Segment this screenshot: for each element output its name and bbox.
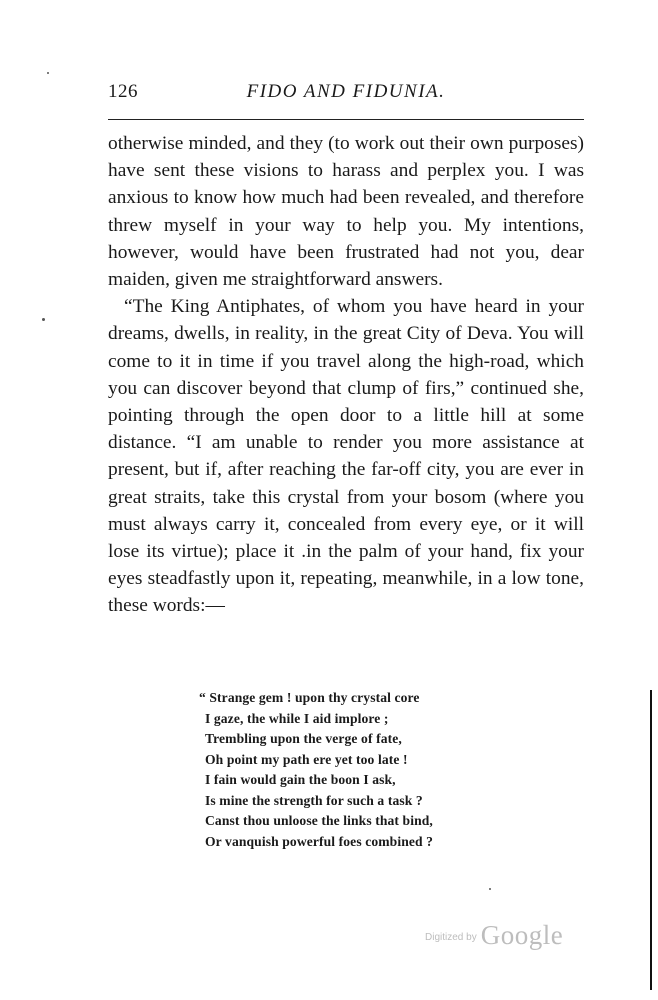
paragraph-dialogue: “The King Antiphates, of whom you have heard in your dreams, dwells, in reality, in the great City of Deva. You will come to it in time if you travel along the high-road, which you can discover beyond that clump of firs,” continued she, pointing through the open door to a little hill at some distance. “I am unable to render you more assistance at present, but if, after reaching the far-off city, you are ever in great straits, take this crystal from your bosom (where you must always carry it, concealed from every eye, or it will lose its virtue); place it .in the palm of your hand, fix your eyes steadfastly upon it, repeating, meanwhile, in a low tone, these words:— <box>108 296 584 617</box>
scan-speck <box>42 318 45 321</box>
verse-line: Is mine the strength for such a task ? <box>205 792 423 808</box>
scan-edge-shadow <box>650 690 652 990</box>
verse-line: Trembling upon the verge of fate, <box>205 731 402 746</box>
running-title: FIDO AND FIDUNIA. <box>246 81 446 102</box>
header-rule <box>108 119 584 120</box>
verse-line: “ Strange gem ! upon thy crystal core <box>199 690 420 705</box>
verse-line: Or vanquish powerful foes combined ? <box>205 833 434 849</box>
page-number: 126 <box>108 81 138 102</box>
verse-block <box>199 688 505 852</box>
verse-line: Canst thou unloose the links that bind, <box>205 813 433 828</box>
digitized-watermark <box>425 920 565 960</box>
body-text <box>108 130 584 620</box>
verse-line: I gaze, the while I aid implore ; <box>205 710 389 726</box>
scan-speck <box>47 72 49 74</box>
verse-line: I fain would gain the boon I ask, <box>205 772 396 787</box>
watermark-prefix: Digitized by <box>425 932 477 943</box>
scan-speck <box>489 888 491 890</box>
google-logo: Google <box>480 920 564 950</box>
verse-line: Oh point my path ere yet too late ! <box>205 751 408 767</box>
running-head <box>108 79 584 109</box>
paragraph-continued: otherwise minded, and they (to work out their own purposes) have sent these visions to harass and perplex you. I was anxious to know how much had been revealed, and therefore threw myself in your way to help you. My intentions, however, would have been frustrated had not you, dear maiden, given me straightforward answers. <box>108 133 584 291</box>
